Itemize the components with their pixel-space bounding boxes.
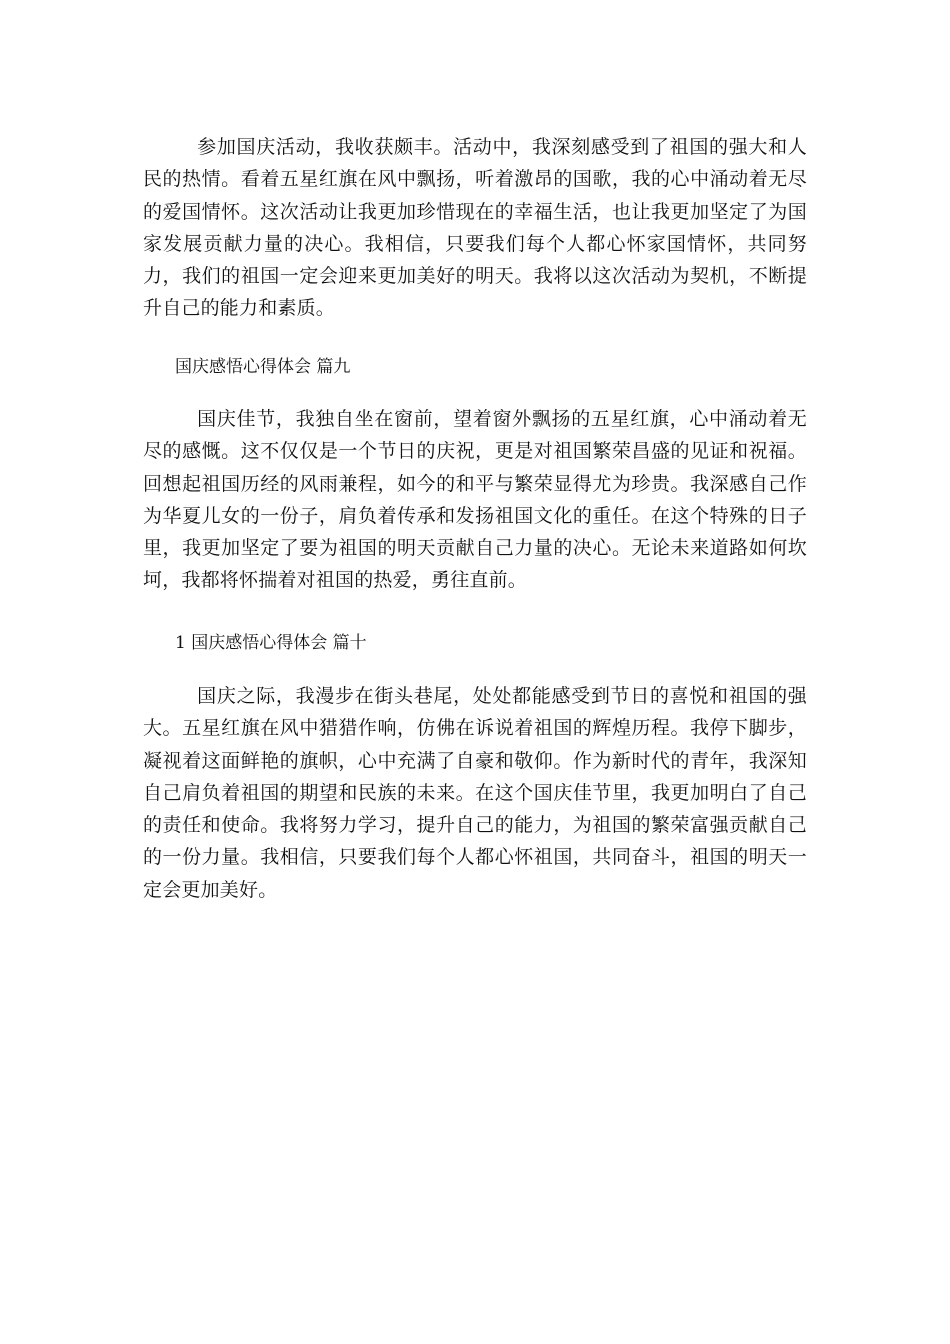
body-paragraph: 国庆佳节，我独自坐在窗前，望着窗外飘扬的五星红旗，心中涌动着无尽的感慨。这不仅仅是一个节日的庆祝，更是对祖国繁荣昌盛的见证和祝福。回想起祖国历经的风雨兼程，如今的和平与繁荣显得尤为珍贵。我深感自己作为华夏儿女的一份子，肩负着传承和发扬祖国文化的重任。在这个特殊的日子里，我更加坚定了要为祖国的明天贡献自己力量的决心。无论未来道路如何坎坷，我都将怀揣着对祖国的热爱，勇往直前。	[143, 408, 807, 592]
body-paragraph: 国庆之际，我漫步在街头巷尾，处处都能感受到节日的喜悦和祖国的强大。五星红旗在风中猎猎作响，仿佛在诉说着祖国的辉煌历程。我停下脚步，凝视着这面鲜艳的旗帜，心中充满了自豪和敬仰。作为新时代的青年，我深知自己肩负着祖国的期望和民族的未来。在这个国庆佳节里，我更加明白了自己的责任和使命。我将努力学习，提升自己的能力，为祖国的繁荣富强贡献自己的一份力量。我相信，只要我们每个人都心怀祖国，共同奋斗，祖国的明天一定会更加美好。	[143, 685, 807, 901]
section-heading: 1 国庆感悟心得体会 篇十	[175, 633, 367, 653]
section-heading: 国庆感悟心得体会 篇九	[175, 357, 351, 377]
body-paragraph: 参加国庆活动，我收获颇丰。活动中，我深刻感受到了祖国的强大和人民的热情。看着五星红旗在风中飘扬，听着激昂的国歌，我的心中涌动着无尽的爱国情怀。这次活动让我更加珍惜现在的幸福生活，也让我更加坚定了为国家发展贡献力量的决心。我相信，只要我们每个人都心怀家国情怀，共同努力，我们的祖国一定会迎来更加美好的明天。我将以这次活动为契机，不断提升自己的能力和素质。	[143, 136, 807, 320]
